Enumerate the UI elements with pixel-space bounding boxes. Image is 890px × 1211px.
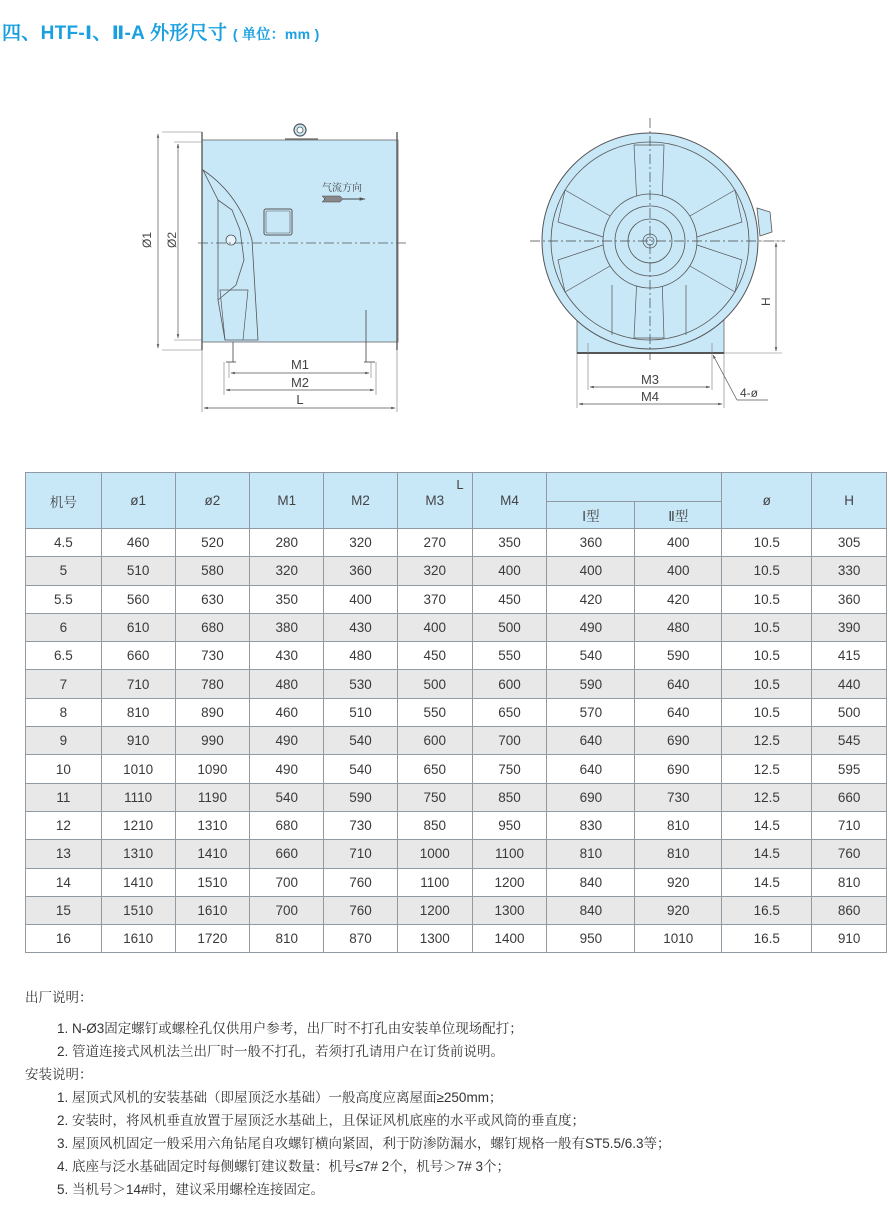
table-cell: 730 [324,811,398,839]
col-header-hole: ø [722,473,812,529]
d1-dim-label: Ø1 [140,231,154,248]
table-cell: 490 [547,613,635,641]
table-cell: 460 [250,698,324,726]
table-cell: 270 [397,529,472,557]
table-cell: 420 [547,585,635,613]
table-cell: 12.5 [722,727,812,755]
table-cell: 560 [101,585,175,613]
table-cell: 380 [250,613,324,641]
table-cell: 640 [635,670,722,698]
page-title [2,18,320,45]
col-header-type2: Ⅱ型 [635,502,722,529]
m3-dim-label: M3 [640,372,660,387]
table-cell: 1110 [101,783,175,811]
table-cell: 780 [175,670,250,698]
table-cell: 320 [324,529,398,557]
table-cell: 870 [324,925,398,953]
table-cell: 540 [324,755,398,783]
table-cell: 500 [812,698,887,726]
table-cell: 590 [547,670,635,698]
table-cell: 990 [175,727,250,755]
table-cell: 510 [101,557,175,585]
table-cell: 640 [547,727,635,755]
table-cell: 480 [635,613,722,641]
table-cell: 810 [635,811,722,839]
col-header-model: 机号 [26,473,102,529]
table-cell: 1400 [472,925,547,953]
table-cell: 810 [812,868,887,896]
title-unit: ( 单位：mm ) [232,26,320,42]
table-cell: 550 [472,642,547,670]
table-cell: 810 [635,840,722,868]
table-cell: 600 [472,670,547,698]
table-cell: 650 [472,698,547,726]
table-cell: 305 [812,529,887,557]
table-cell: 760 [324,896,398,924]
table-cell: 1720 [175,925,250,953]
table-row [26,783,887,811]
table-cell: 430 [324,613,398,641]
table-cell: 1200 [397,896,472,924]
table-cell: 530 [324,670,398,698]
table-cell: 850 [397,811,472,839]
table-cell: 280 [250,529,324,557]
table-cell: 7 [26,670,102,698]
m2-dim-label: M2 [290,375,310,390]
install-note-item: 1. 屋顶式风机的安装基础（即屋顶泛水基础）一般高度应离屋面≥250mm； [57,1090,503,1105]
table-cell: 1000 [397,840,472,868]
table-cell: 730 [635,783,722,811]
table-cell: 640 [547,755,635,783]
table-cell: 610 [101,613,175,641]
table-cell: 650 [397,755,472,783]
dimension-table [25,472,887,953]
holes-dim-label: 4-ø [740,386,758,400]
table-cell: 1090 [175,755,250,783]
table-cell: 400 [547,557,635,585]
table-cell: 510 [324,698,398,726]
table-cell: 4.5 [26,529,102,557]
table-cell: 5.5 [26,585,102,613]
table-cell: 16 [26,925,102,953]
table-row [26,755,887,783]
table-cell: 12.5 [722,755,812,783]
table-cell: 950 [547,925,635,953]
l-dim-label: L [296,392,304,407]
table-cell: 910 [101,727,175,755]
install-notes-heading: 安装说明： [25,1067,93,1082]
table-cell: 450 [397,642,472,670]
table-cell: 590 [324,783,398,811]
factory-note-item: 2. 管道连接式风机法兰出厂时一般不打孔，若须打孔请用户在订货前说明。 [57,1044,505,1059]
table-cell: 590 [635,642,722,670]
table-cell: 480 [324,642,398,670]
table-cell: 350 [250,585,324,613]
table-cell: 540 [547,642,635,670]
install-notes [25,1063,671,1201]
table-cell: 1410 [101,868,175,896]
factory-notes [25,986,671,1063]
table-cell: 1410 [175,840,250,868]
table-cell: 460 [101,529,175,557]
table-cell: 12 [26,811,102,839]
col-header-m3-label: M3 [425,493,445,508]
table-cell: 415 [812,642,887,670]
table-cell: 1510 [175,868,250,896]
install-note-item: 3. 屋顶风机固定一般采用六角钻尾自攻螺钉横向紧固，利于防渗防漏水，螺钉规格一般有ST5.5/6.3等； [57,1136,671,1151]
table-cell: 920 [635,868,722,896]
table-cell: 330 [812,557,887,585]
table-cell: 1100 [397,868,472,896]
table-row [26,585,887,613]
table-cell: 840 [547,868,635,896]
table-cell: 850 [472,783,547,811]
table-cell: 860 [812,896,887,924]
col-header-m3 [397,473,472,529]
table-cell: 540 [250,783,324,811]
install-note-item: 4. 底座与泛水基础固定时每侧螺钉建议数量：机号≤7# 2个，机号＞7# 3个； [57,1159,510,1174]
table-cell: 360 [324,557,398,585]
airflow-label: 气流方向 [322,183,362,194]
table-row [26,896,887,924]
table-cell: 440 [812,670,887,698]
table-row [26,727,887,755]
table-cell: 500 [397,670,472,698]
table-cell: 360 [812,585,887,613]
table-row [26,670,887,698]
table-cell: 595 [812,755,887,783]
col-header-m1: M1 [250,473,324,529]
table-cell: 490 [250,755,324,783]
table-cell: 16.5 [722,896,812,924]
table-row [26,557,887,585]
table-cell: 10.5 [722,557,812,585]
table-cell: 660 [250,840,324,868]
table-row [26,840,887,868]
table-cell: 680 [175,613,250,641]
table-cell: 490 [250,727,324,755]
table-cell: 660 [101,642,175,670]
table-cell: 910 [812,925,887,953]
table-cell: 710 [324,840,398,868]
table-cell: 810 [250,925,324,953]
table-cell: 750 [397,783,472,811]
table-cell: 1300 [397,925,472,953]
table-cell: 810 [101,698,175,726]
table-cell: 14.5 [722,868,812,896]
table-cell: 690 [635,727,722,755]
table-cell: 6 [26,613,102,641]
table-cell: 8 [26,698,102,726]
table-row [26,811,887,839]
table-cell: 360 [547,529,635,557]
table-cell: 10.5 [722,698,812,726]
table-cell: 390 [812,613,887,641]
table-cell: 320 [397,557,472,585]
title-main: 四、HTF-Ⅰ、Ⅱ-A 外形尺寸 [2,23,228,44]
table-cell: 420 [635,585,722,613]
table-cell: 9 [26,727,102,755]
m4-dim-label: M4 [640,389,660,404]
table-cell: 710 [812,811,887,839]
table-cell: 10 [26,755,102,783]
table-cell: 550 [397,698,472,726]
lifting-eye-icon [285,124,318,139]
table-cell: 730 [175,642,250,670]
install-note-item: 2. 安装时，将风机垂直放置于屋顶泛水基础上，且保证风机底座的水平或风筒的垂直度； [57,1113,586,1128]
table-cell: 400 [397,613,472,641]
d2-dim-label: Ø2 [165,231,179,248]
table-cell: 14.5 [722,811,812,839]
table-cell: 10.5 [722,613,812,641]
table-cell: 1310 [101,840,175,868]
side-view-drawing [140,124,408,412]
table-cell: 680 [250,811,324,839]
table-cell: 1190 [175,783,250,811]
col-header-m2: M2 [324,473,398,529]
table-cell: 1610 [175,896,250,924]
table-cell: 830 [547,811,635,839]
table-cell: 400 [324,585,398,613]
table-cell: 14.5 [722,840,812,868]
table-cell: 450 [472,585,547,613]
table-cell: 630 [175,585,250,613]
table-cell: 890 [175,698,250,726]
table-cell: 700 [250,896,324,924]
table-cell: 1010 [635,925,722,953]
table-cell: 10.5 [722,585,812,613]
table-cell: 10.5 [722,642,812,670]
table-cell: 690 [635,755,722,783]
table-cell: 430 [250,642,324,670]
table-cell: 1610 [101,925,175,953]
table-cell: 640 [635,698,722,726]
table-cell: 690 [547,783,635,811]
table-cell: 400 [635,557,722,585]
table-cell: 13 [26,840,102,868]
table-cell: 840 [547,896,635,924]
col-header-m4: M4 [472,473,547,529]
table-cell: 1100 [472,840,547,868]
table-cell: 1210 [101,811,175,839]
col-header-type1: Ⅰ型 [547,502,635,529]
table-cell: 545 [812,727,887,755]
factory-notes-heading: 出厂说明： [25,990,93,1005]
table-cell: 570 [547,698,635,726]
table-cell: 710 [101,670,175,698]
table-cell: 1300 [472,896,547,924]
front-view-drawing [530,118,785,408]
table-cell: 1010 [101,755,175,783]
table-row [26,698,887,726]
table-cell: 320 [250,557,324,585]
table-cell: 920 [635,896,722,924]
table-cell: 750 [472,755,547,783]
table-cell: 520 [175,529,250,557]
col-header-d2: ø2 [175,473,250,529]
table-cell: 350 [472,529,547,557]
table-row [26,868,887,896]
table-cell: 1510 [101,896,175,924]
col-header-h: H [812,473,887,529]
table-cell: 580 [175,557,250,585]
col-header-d1: ø1 [101,473,175,529]
table-cell: 10.5 [722,670,812,698]
table-cell: 700 [472,727,547,755]
table-cell: 480 [250,670,324,698]
table-cell: 700 [250,868,324,896]
table-cell: 14 [26,868,102,896]
table-cell: 10.5 [722,529,812,557]
table-cell: 950 [472,811,547,839]
table-cell: 11 [26,783,102,811]
table-row [26,642,887,670]
dimension-drawing [0,100,890,430]
table-cell: 15 [26,896,102,924]
table-cell: 660 [812,783,887,811]
m1-dim-label: M1 [290,357,310,372]
table-row [26,925,887,953]
table-cell: 12.5 [722,783,812,811]
table-body [26,529,887,953]
install-note-item: 5. 当机号＞14#时，建议采用螺栓连接固定。 [57,1182,325,1197]
table-cell: 6.5 [26,642,102,670]
table-cell: 600 [397,727,472,755]
table-cell: 1200 [472,868,547,896]
table-cell: 540 [324,727,398,755]
col-header-l-group [547,473,722,502]
factory-note-item: 1. N-Ø3固定螺钉或螺栓孔仅供用户参考，出厂时不打孔由安装单位现场配打； [57,1021,523,1036]
table-row [26,529,887,557]
table-cell: 370 [397,585,472,613]
table-cell: 760 [812,840,887,868]
table-cell: 400 [472,557,547,585]
table-cell: 810 [547,840,635,868]
table-cell: 760 [324,868,398,896]
h-dim-label: H [759,297,773,306]
table-row [26,613,887,641]
col-header-l-label: L [456,477,464,492]
table-cell: 1310 [175,811,250,839]
table-cell: 5 [26,557,102,585]
notes-section [25,986,671,1201]
table-cell: 16.5 [722,925,812,953]
table-cell: 400 [635,529,722,557]
table-cell: 500 [472,613,547,641]
